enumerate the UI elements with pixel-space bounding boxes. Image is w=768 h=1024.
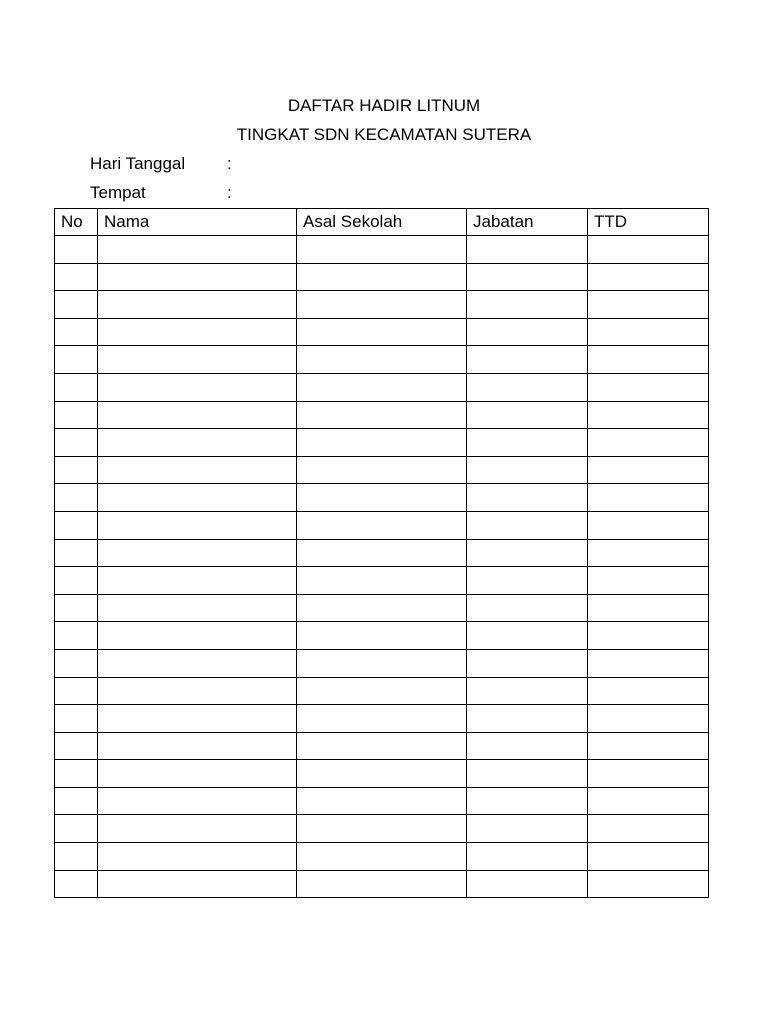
table-cell-nama: [98, 401, 297, 429]
table-cell-ttd: [588, 843, 709, 871]
table-cell-ttd: [588, 484, 709, 512]
table-cell-asal-sekolah: [297, 318, 467, 346]
table-row: [55, 373, 709, 401]
table-cell-ttd: [588, 511, 709, 539]
table-cell-nama: [98, 567, 297, 595]
table-cell-ttd: [588, 291, 709, 319]
column-header-asal-sekolah: Asal Sekolah: [297, 209, 467, 236]
table-cell-nama: [98, 263, 297, 291]
table-body: [55, 236, 709, 898]
table-cell-ttd: [588, 594, 709, 622]
column-header-nama: Nama: [98, 209, 297, 236]
table-cell-nama: [98, 346, 297, 374]
table-cell-nama: [98, 787, 297, 815]
table-row: [55, 291, 709, 319]
table-cell-ttd: [588, 787, 709, 815]
document-subtitle: TINGKAT SDN KECAMATAN SUTERA: [236, 125, 532, 144]
table-cell-nama: [98, 373, 297, 401]
table-cell-no: [55, 511, 98, 539]
table-row: [55, 787, 709, 815]
table-cell-asal-sekolah: [297, 263, 467, 291]
table-cell-asal-sekolah: [297, 870, 467, 898]
table-cell-no: [55, 456, 98, 484]
table-cell-asal-sekolah: [297, 815, 467, 843]
table-cell-jabatan: [467, 291, 588, 319]
table-cell-jabatan: [467, 622, 588, 650]
table-cell-no: [55, 732, 98, 760]
table-row: [55, 346, 709, 374]
column-header-no: No: [55, 209, 98, 236]
table-cell-nama: [98, 539, 297, 567]
table-cell-jabatan: [467, 705, 588, 733]
table-cell-ttd: [588, 318, 709, 346]
table-cell-no: [55, 594, 98, 622]
table-cell-asal-sekolah: [297, 346, 467, 374]
table-row: [55, 732, 709, 760]
table-cell-jabatan: [467, 484, 588, 512]
field-separator: :: [227, 154, 232, 173]
table-cell-no: [55, 263, 98, 291]
table-cell-ttd: [588, 677, 709, 705]
table-cell-ttd: [588, 456, 709, 484]
table-cell-ttd: [588, 732, 709, 760]
table-cell-jabatan: [467, 732, 588, 760]
table-cell-jabatan: [467, 677, 588, 705]
table-cell-nama: [98, 760, 297, 788]
table-cell-no: [55, 870, 98, 898]
table-row: [55, 677, 709, 705]
table-cell-ttd: [588, 429, 709, 457]
table-cell-no: [55, 760, 98, 788]
table-cell-ttd: [588, 649, 709, 677]
table-cell-no: [55, 677, 98, 705]
table-row: [55, 705, 709, 733]
table-cell-nama: [98, 511, 297, 539]
table-cell-asal-sekolah: [297, 373, 467, 401]
table-cell-nama: [98, 677, 297, 705]
column-header-ttd: TTD: [588, 209, 709, 236]
field-separator: :: [227, 183, 232, 202]
table-row: [55, 484, 709, 512]
table-cell-no: [55, 401, 98, 429]
table-cell-no: [55, 567, 98, 595]
table-cell-ttd: [588, 401, 709, 429]
table-cell-nama: [98, 705, 297, 733]
table-cell-nama: [98, 236, 297, 264]
field-label: Hari Tanggal: [90, 154, 186, 173]
table-row: [55, 318, 709, 346]
table-cell-no: [55, 815, 98, 843]
table-row: [55, 622, 709, 650]
table-cell-no: [55, 236, 98, 264]
table-cell-asal-sekolah: [297, 429, 467, 457]
table-row: [55, 511, 709, 539]
table-cell-nama: [98, 291, 297, 319]
table-cell-jabatan: [467, 401, 588, 429]
table-cell-ttd: [588, 760, 709, 788]
table-row: [55, 236, 709, 264]
document-title: DAFTAR HADIR LITNUM: [287, 96, 481, 115]
table-cell-nama: [98, 456, 297, 484]
table-cell-no: [55, 649, 98, 677]
table-cell-ttd: [588, 870, 709, 898]
table-cell-ttd: [588, 815, 709, 843]
table-cell-asal-sekolah: [297, 484, 467, 512]
table-row: [55, 594, 709, 622]
table-cell-jabatan: [467, 511, 588, 539]
table-cell-jabatan: [467, 787, 588, 815]
table-row: [55, 456, 709, 484]
table-cell-ttd: [588, 373, 709, 401]
table-cell-jabatan: [467, 760, 588, 788]
table-cell-asal-sekolah: [297, 787, 467, 815]
table-header-row: [55, 209, 709, 236]
table-cell-jabatan: [467, 318, 588, 346]
table-row: [55, 539, 709, 567]
table-row: [55, 429, 709, 457]
table-cell-ttd: [588, 346, 709, 374]
table-cell-no: [55, 787, 98, 815]
table-cell-nama: [98, 594, 297, 622]
table-cell-jabatan: [467, 843, 588, 871]
field-label: Tempat: [90, 183, 146, 202]
table-cell-nama: [98, 843, 297, 871]
table-row: [55, 843, 709, 871]
table-cell-jabatan: [467, 346, 588, 374]
table-cell-jabatan: [467, 539, 588, 567]
table-cell-no: [55, 318, 98, 346]
table-cell-nama: [98, 318, 297, 346]
table-cell-asal-sekolah: [297, 511, 467, 539]
table-cell-jabatan: [467, 815, 588, 843]
table-cell-asal-sekolah: [297, 291, 467, 319]
table-cell-no: [55, 622, 98, 650]
table-cell-nama: [98, 622, 297, 650]
table-cell-ttd: [588, 236, 709, 264]
table-cell-nama: [98, 815, 297, 843]
table-cell-jabatan: [467, 456, 588, 484]
table-cell-no: [55, 291, 98, 319]
table-cell-ttd: [588, 263, 709, 291]
table-cell-jabatan: [467, 649, 588, 677]
table-cell-ttd: [588, 622, 709, 650]
table-cell-asal-sekolah: [297, 456, 467, 484]
table-row: [55, 649, 709, 677]
table-cell-asal-sekolah: [297, 649, 467, 677]
table-cell-jabatan: [467, 567, 588, 595]
table-cell-asal-sekolah: [297, 732, 467, 760]
table-cell-ttd: [588, 567, 709, 595]
table-cell-asal-sekolah: [297, 760, 467, 788]
column-header-jabatan: Jabatan: [467, 209, 588, 236]
field-tempat: [90, 183, 232, 203]
table-cell-jabatan: [467, 373, 588, 401]
table-cell-jabatan: [467, 594, 588, 622]
table-cell-asal-sekolah: [297, 236, 467, 264]
table-cell-asal-sekolah: [297, 677, 467, 705]
table-cell-jabatan: [467, 263, 588, 291]
table-cell-nama: [98, 649, 297, 677]
table-cell-jabatan: [467, 870, 588, 898]
table-row: [55, 567, 709, 595]
attendance-table: [54, 208, 709, 898]
table-cell-asal-sekolah: [297, 622, 467, 650]
table-cell-asal-sekolah: [297, 401, 467, 429]
table-cell-jabatan: [467, 429, 588, 457]
table-row: [55, 815, 709, 843]
table-cell-nama: [98, 484, 297, 512]
table-cell-nama: [98, 732, 297, 760]
table-cell-no: [55, 484, 98, 512]
table-row: [55, 870, 709, 898]
field-hari-tanggal: [90, 154, 232, 174]
table-cell-asal-sekolah: [297, 539, 467, 567]
table-cell-no: [55, 346, 98, 374]
table-cell-asal-sekolah: [297, 567, 467, 595]
table-cell-asal-sekolah: [297, 594, 467, 622]
table-cell-nama: [98, 870, 297, 898]
table-cell-no: [55, 539, 98, 567]
table-cell-jabatan: [467, 236, 588, 264]
table-row: [55, 760, 709, 788]
table-cell-no: [55, 373, 98, 401]
table-row: [55, 263, 709, 291]
table-cell-no: [55, 843, 98, 871]
table-cell-asal-sekolah: [297, 843, 467, 871]
table-cell-no: [55, 705, 98, 733]
table-cell-ttd: [588, 539, 709, 567]
table-cell-ttd: [588, 705, 709, 733]
table-cell-no: [55, 429, 98, 457]
table-cell-nama: [98, 429, 297, 457]
table-row: [55, 401, 709, 429]
table-cell-asal-sekolah: [297, 705, 467, 733]
